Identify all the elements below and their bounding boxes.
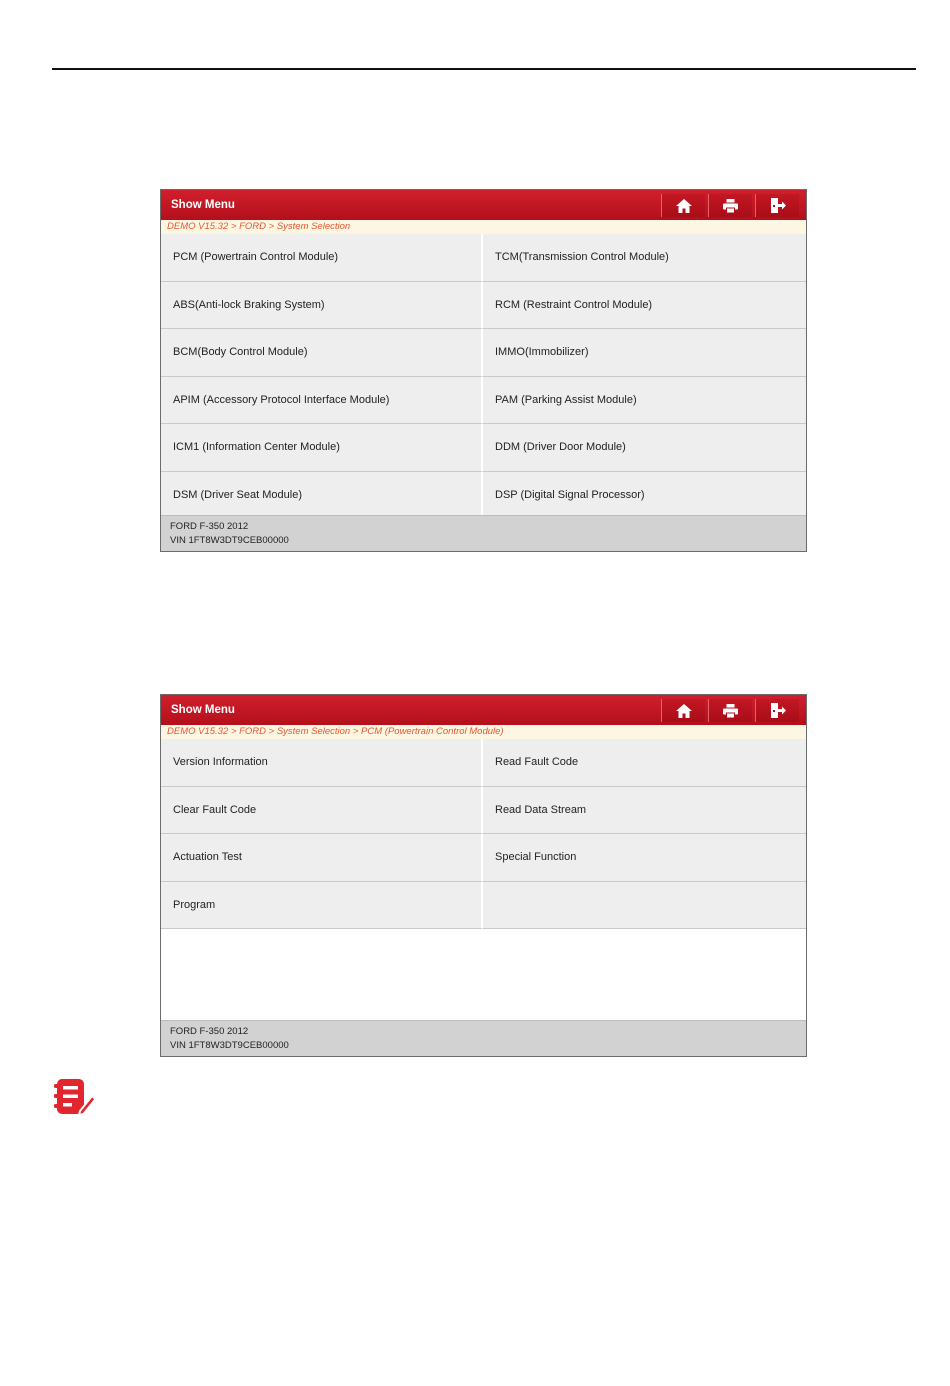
menu-item-tcm[interactable]: TCM(Transmission Control Module) [483, 234, 806, 282]
menu-item-read-data-stream[interactable]: Read Data Stream [483, 787, 806, 835]
function-list [161, 739, 806, 929]
menu-item-dsm[interactable]: DSM (Driver Seat Module) [161, 472, 483, 520]
exit-button[interactable] [755, 699, 799, 722]
vehicle-info-footer [161, 1020, 806, 1056]
system-list [161, 234, 806, 519]
menu-item-actuation-test[interactable]: Actuation Test [161, 834, 483, 882]
note-icon [54, 1078, 96, 1116]
menu-item-ddm[interactable]: DDM (Driver Door Module) [483, 424, 806, 472]
title-bar [161, 190, 806, 220]
menu-item-program[interactable]: Program [161, 882, 483, 930]
system-selection-screen [160, 189, 807, 552]
exit-button[interactable] [755, 194, 799, 217]
breadcrumb: DEMO V15.32 > FORD > System Selection [161, 220, 806, 234]
menu-item-pcm[interactable]: PCM (Powertrain Control Module) [161, 234, 483, 282]
menu-item-clear-fault-code[interactable]: Clear Fault Code [161, 787, 483, 835]
vehicle-vin: VIN 1FT8W3DT9CEB00000 [170, 535, 289, 546]
menu-item-empty [483, 882, 806, 930]
vehicle-info-footer [161, 515, 806, 551]
home-button[interactable] [661, 194, 705, 217]
menu-item-special-function[interactable]: Special Function [483, 834, 806, 882]
menu-item-bcm[interactable]: BCM(Body Control Module) [161, 329, 483, 377]
vehicle-model: FORD F-350 2012 [170, 1026, 249, 1037]
vehicle-model: FORD F-350 2012 [170, 521, 249, 532]
menu-item-rcm[interactable]: RCM (Restraint Control Module) [483, 282, 806, 330]
exit-icon [770, 703, 786, 718]
menu-item-version-information[interactable]: Version Information [161, 739, 483, 787]
breadcrumb: DEMO V15.32 > FORD > System Selection > PCM (Powertrain Control Module) [161, 725, 806, 739]
title-bar [161, 695, 806, 725]
pcm-function-screen [160, 694, 807, 1057]
screen-title: Show Menu [171, 704, 235, 716]
screen-title: Show Menu [171, 199, 235, 211]
menu-item-abs[interactable]: ABS(Anti-lock Braking System) [161, 282, 483, 330]
menu-item-icm1[interactable]: ICM1 (Information Center Module) [161, 424, 483, 472]
home-icon [676, 199, 692, 213]
vehicle-vin: VIN 1FT8W3DT9CEB00000 [170, 1040, 289, 1051]
page-top-rule [52, 68, 916, 70]
exit-icon [770, 198, 786, 213]
menu-item-pam[interactable]: PAM (Parking Assist Module) [483, 377, 806, 425]
menu-item-apim[interactable]: APIM (Accessory Protocol Interface Module) [161, 377, 483, 425]
menu-item-immo[interactable]: IMMO(Immobilizer) [483, 329, 806, 377]
print-button[interactable] [708, 194, 752, 217]
menu-item-dsp[interactable]: DSP (Digital Signal Processor) [483, 472, 806, 520]
printer-icon [723, 199, 738, 213]
home-icon [676, 704, 692, 718]
print-button[interactable] [708, 699, 752, 722]
home-button[interactable] [661, 699, 705, 722]
printer-icon [723, 704, 738, 718]
menu-item-read-fault-code[interactable]: Read Fault Code [483, 739, 806, 787]
